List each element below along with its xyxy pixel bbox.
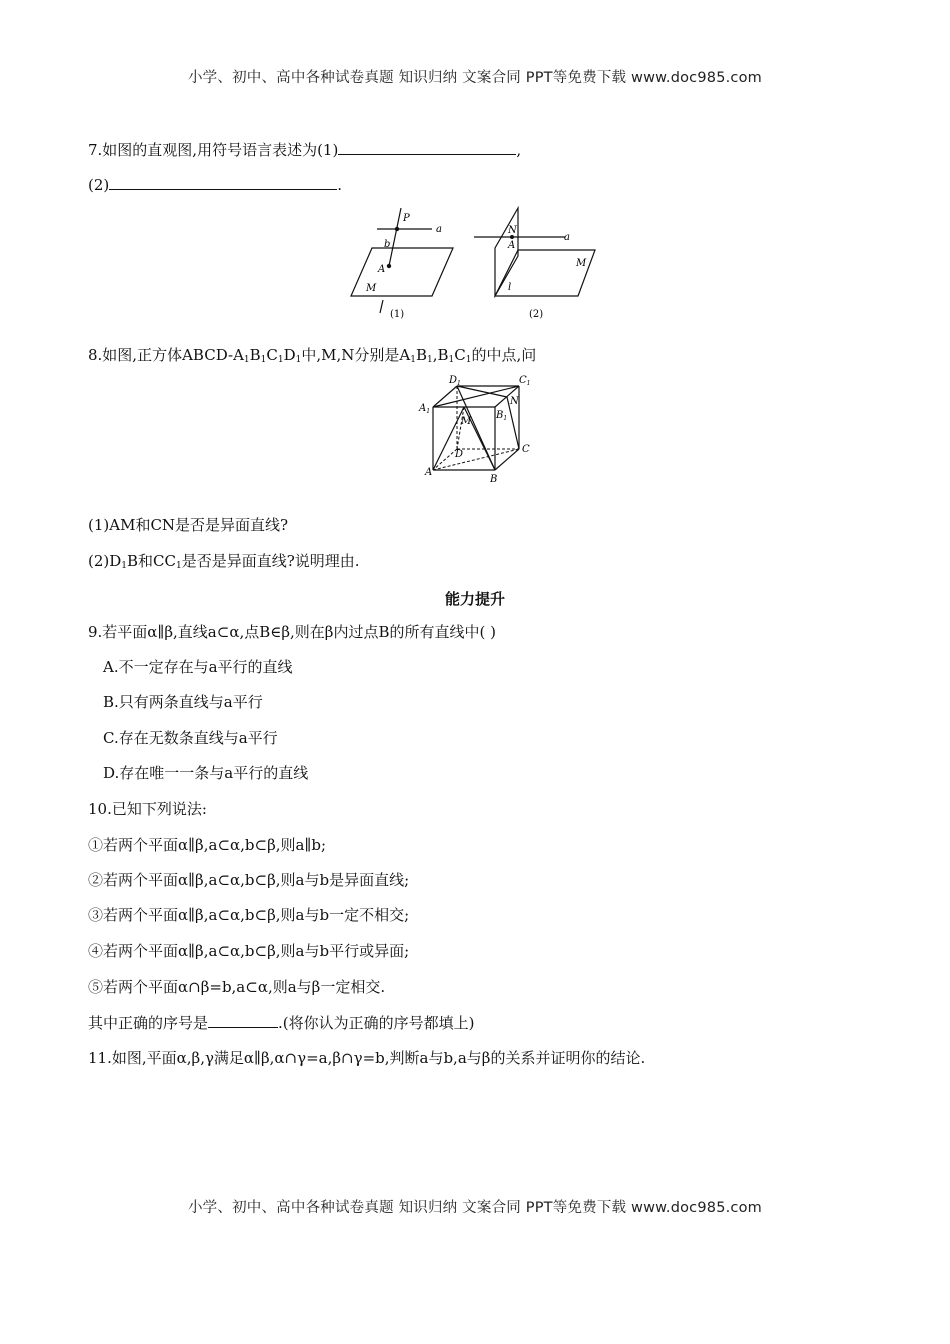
q8-sub: 1 xyxy=(427,355,433,365)
fig2-label-m: M xyxy=(576,258,587,269)
fig1-label-a: a xyxy=(436,224,442,235)
q9-option-a: A.不一定存在与a平行的直线 xyxy=(103,658,293,676)
q9-stem: 9.若平面α∥β,直线a⊂α,点B∈β,则在β内过点B的所有直线中( ) xyxy=(88,623,496,641)
q11-stem: 11.如图,平面α,β,γ满足α∥β,α∩γ=a,β∩γ=b,判断a与b,a与β的关系并证明你的结论. xyxy=(88,1049,646,1067)
q9-option-d: D.存在唯一一条与a平行的直线 xyxy=(103,764,309,782)
label-m: M xyxy=(461,416,472,427)
q8-stem-part: D xyxy=(283,346,296,364)
page-header: 小学、初中、高中各种试卷真题 知识归纳 文案合同 PPT等免费下载 www.doc985.com xyxy=(187,70,763,86)
q9-option-b: B.只有两条直线与a平行 xyxy=(103,693,263,711)
label-c: C xyxy=(522,444,530,455)
q8-stem-part: ,B xyxy=(432,346,449,364)
q8-part2-a: (2)D xyxy=(88,552,122,570)
q7-line1-text: 7.如图的直观图,用符号语言表述为(1) xyxy=(88,141,339,159)
q8-stem-part: 中,M,N分别是A xyxy=(301,346,411,364)
q8-sub: 1 xyxy=(277,355,284,365)
q10-answer-pre: 其中正确的序号是 xyxy=(88,1014,209,1032)
fig2-label-n: N xyxy=(508,225,517,236)
q10-answer-post: .(将你认为正确的序号都填上) xyxy=(278,1014,475,1032)
q8-sub: 1 xyxy=(448,355,455,365)
fig1-label-A: A xyxy=(378,264,386,275)
fig2-label-l: l xyxy=(508,282,512,293)
q10-answer-line xyxy=(88,1012,475,1033)
fig1-label-p: P xyxy=(403,213,410,224)
q8-sub: 1 xyxy=(260,355,267,365)
q10-answer-blank xyxy=(208,1012,278,1028)
q8-part2-c: 是否是异面直线?说明理由. xyxy=(181,552,360,570)
section-title: 能力提升 xyxy=(444,590,505,608)
q7-line1 xyxy=(88,139,521,160)
q7-line2 xyxy=(88,174,342,195)
fig2-label-A: A xyxy=(508,240,516,251)
q8-sub: 1 xyxy=(243,355,250,365)
fig2-plane-vertical xyxy=(495,208,518,296)
q10-stem: 10.已知下列说法: xyxy=(88,800,207,818)
fig1-point-p xyxy=(395,227,399,231)
q8-stem-part: 8.如图,正方体ABCD-A xyxy=(88,346,244,364)
fig2-caption: (2) xyxy=(529,309,544,320)
q10-item-2: ②若两个平面α∥β,a⊂α,b⊂β,则a与b是异面直线; xyxy=(88,871,410,889)
fig2-label-a: a xyxy=(564,232,570,243)
q7-line2-end: . xyxy=(337,176,343,194)
fig1-caption: (1) xyxy=(390,309,405,320)
q7-line2-start: (2) xyxy=(88,176,110,194)
label-d: D xyxy=(455,449,464,460)
label-n: N xyxy=(510,396,519,407)
q8-stem-part: B xyxy=(415,346,428,364)
q10-item-3: ③若两个平面α∥β,a⊂α,b⊂β,则a与b一定不相交; xyxy=(88,906,410,924)
fig1-label-m: M xyxy=(366,283,377,294)
q7-line1-end: , xyxy=(516,141,522,159)
q9-option-c: C.存在无数条直线与a平行 xyxy=(103,729,278,747)
q10-item-5: ⑤若两个平面α∩β=b,a⊂α,则a与β一定相交. xyxy=(88,978,386,996)
q8-stem xyxy=(88,345,536,365)
q10-item-1: ①若两个平面α∥β,a⊂α,b⊂β,则a∥b; xyxy=(88,836,327,854)
q7-figures xyxy=(340,200,610,325)
q8-part2-b: B和CC xyxy=(127,552,176,570)
q8-cube-figure xyxy=(415,372,540,484)
fig1-line-b xyxy=(389,208,401,266)
fig1-label-b: b xyxy=(384,239,391,250)
label-b1: $B_1$ xyxy=(496,410,508,422)
q7-blank-1 xyxy=(338,139,516,155)
label-d1: $D_1$ xyxy=(449,375,461,387)
fig1-line-b-below xyxy=(380,300,383,313)
label-a1: $A_1$ xyxy=(419,403,431,415)
q10-item-4: ④若两个平面α∥β,a⊂α,b⊂β,则a与b平行或异面; xyxy=(88,942,410,960)
q8-sub: 1 xyxy=(176,561,182,571)
q8-part1: (1)AM和CN是否是异面直线? xyxy=(88,516,289,534)
q8-sub: 1 xyxy=(121,561,128,571)
label-c1: $C_1$ xyxy=(519,375,531,387)
q8-stem-part: C xyxy=(266,346,278,364)
q8-part2 xyxy=(88,551,360,571)
line-am xyxy=(433,407,464,470)
q8-stem-part: B xyxy=(249,346,261,364)
q7-blank-2 xyxy=(109,174,337,190)
q8-sub: 1 xyxy=(295,355,302,365)
fig1-point-a xyxy=(387,264,391,268)
page-footer: 小学、初中、高中各种试卷真题 知识归纳 文案合同 PPT等免费下载 www.doc985.com xyxy=(187,1200,763,1216)
q8-stem-part: C xyxy=(454,346,466,364)
label-a: A xyxy=(425,467,433,478)
q8-sub: 1 xyxy=(465,355,472,365)
q8-stem-part: 的中点,问 xyxy=(471,346,537,364)
label-b: B xyxy=(490,474,498,484)
q8-sub: 1 xyxy=(410,355,416,365)
